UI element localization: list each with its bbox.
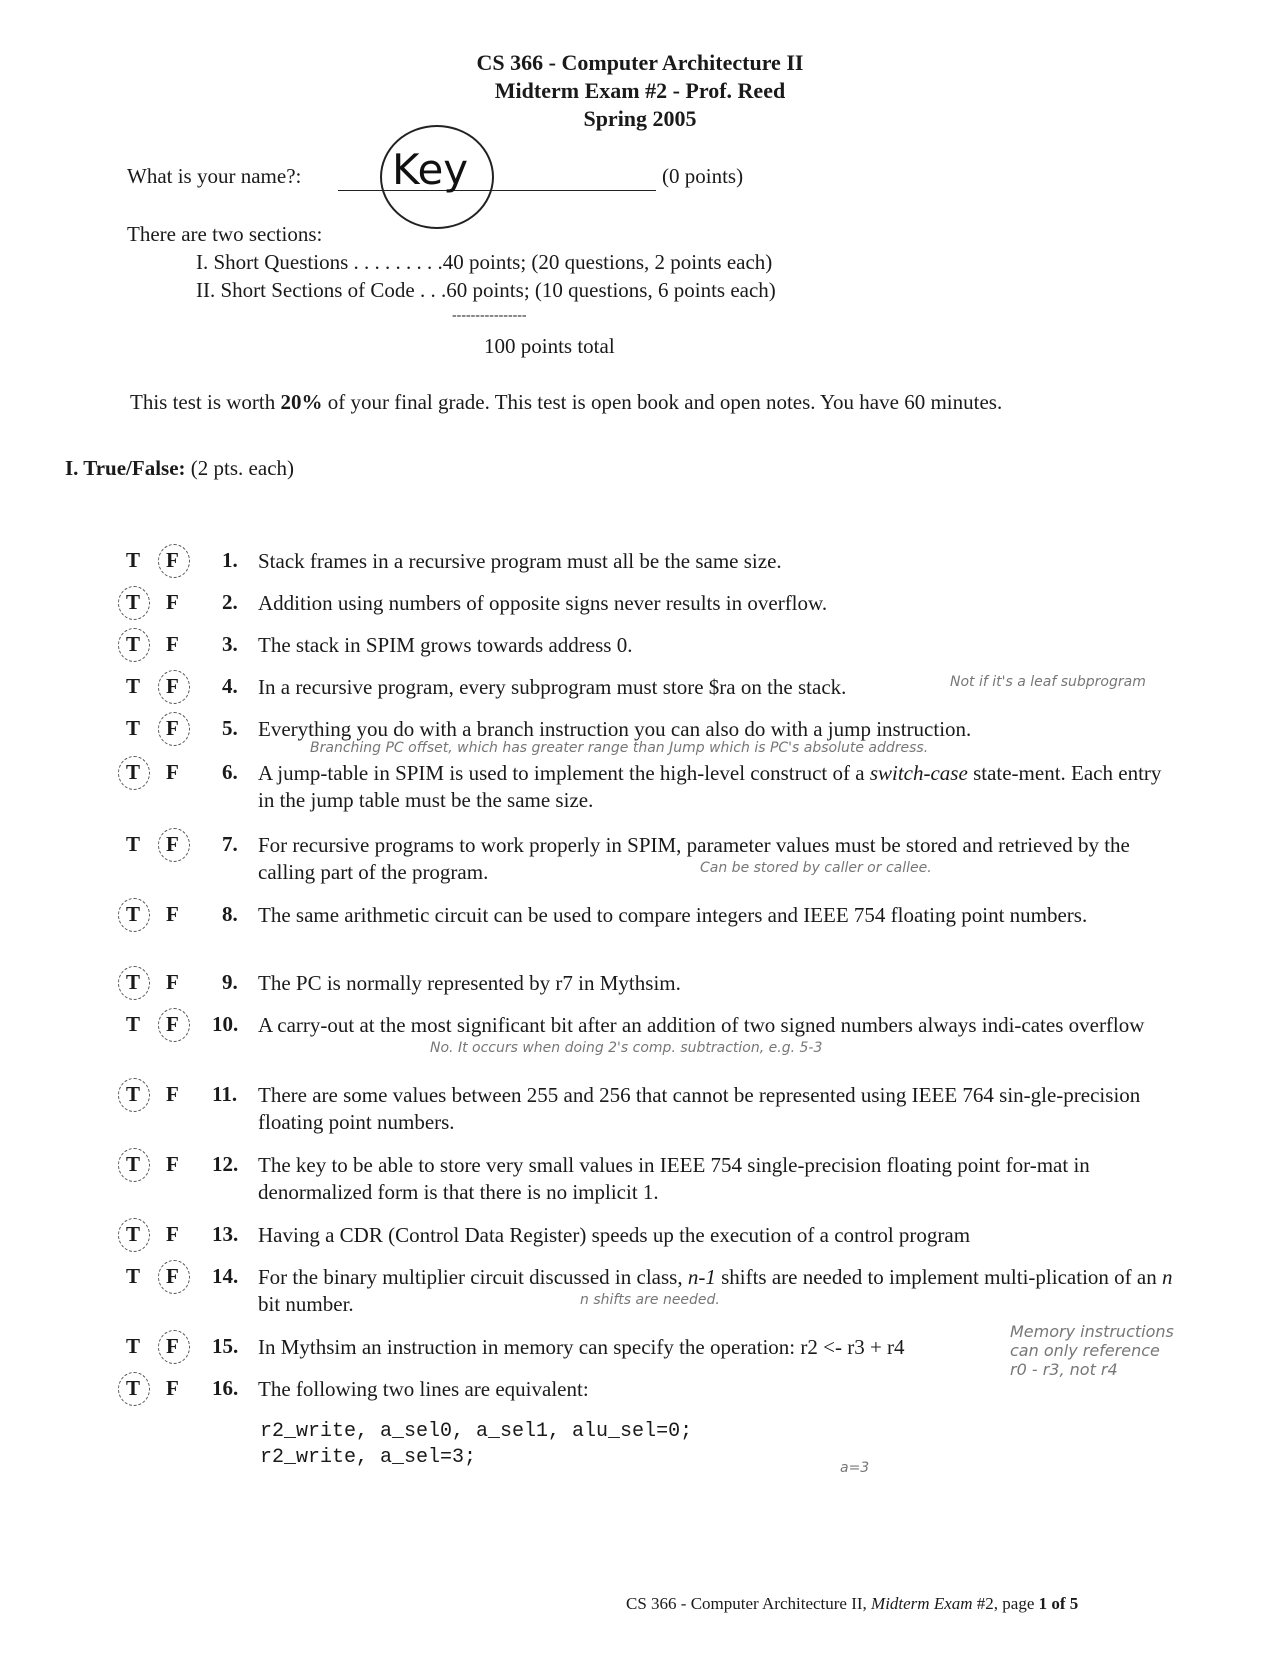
true-option[interactable]: T	[126, 1376, 141, 1400]
question-text: A carry-out at the most significant bit after an addition of two signed numbers always indi-cates overflow	[258, 1013, 1145, 1037]
sections-intro: There are two sections:	[127, 222, 323, 246]
question-number: 9.	[222, 970, 238, 994]
question-text: A jump-table in SPIM is used to implement the high-level construct of a switch-case state-ment. Each entry in the jump table must be the same size.	[258, 761, 1162, 812]
false-option[interactable]: F	[166, 590, 179, 614]
question-number: 7.	[222, 832, 238, 856]
question-number: 14.	[212, 1264, 239, 1288]
handwritten-note: Not if it's a leaf subprogram	[950, 674, 1146, 690]
answer-circle	[118, 898, 150, 932]
false-option[interactable]: F	[166, 1082, 179, 1106]
code-note: a=3	[840, 1460, 870, 1476]
question-number: 6.	[222, 760, 238, 784]
grade-statement: This test is worth 20% of your final grade. This test is open book and open notes. You have 60 minutes.	[130, 390, 1003, 414]
section-2: II. Short Sections of Code . . .60 points; (10 questions, 6 points each)	[196, 278, 776, 302]
true-option[interactable]: T	[126, 1082, 141, 1106]
question-number: 8.	[222, 902, 238, 926]
name-answer: Key	[392, 145, 469, 194]
true-option[interactable]: T	[126, 832, 141, 856]
answer-circle	[118, 966, 150, 1000]
false-option[interactable]: F	[166, 548, 179, 572]
question-text: Addition using numbers of opposite signs never results in overflow.	[258, 591, 828, 615]
question-number: 3.	[222, 632, 238, 656]
answer-circle	[158, 670, 190, 704]
answer-circle	[118, 586, 150, 620]
answer-circle	[118, 628, 150, 662]
answer-circle	[118, 1218, 150, 1252]
true-option[interactable]: T	[126, 674, 141, 698]
part-heading: I. True/False: (2 pts. each)	[65, 456, 295, 480]
false-option[interactable]: F	[166, 760, 179, 784]
handwritten-note: n shifts are needed.	[580, 1292, 720, 1308]
false-option[interactable]: F	[166, 1376, 179, 1400]
false-option[interactable]: F	[166, 1152, 179, 1176]
true-option[interactable]: T	[126, 1264, 141, 1288]
question-number: 10.	[212, 1012, 239, 1036]
false-option[interactable]: F	[166, 1222, 179, 1246]
true-option[interactable]: T	[126, 548, 141, 572]
false-option[interactable]: F	[166, 1334, 179, 1358]
true-option[interactable]: T	[126, 716, 141, 740]
false-option[interactable]: F	[166, 902, 179, 926]
page-footer: CS 366 - Computer Architecture II, Midterm Exam #2, page 1 of 5	[626, 1594, 1079, 1613]
false-option[interactable]: F	[166, 1264, 179, 1288]
question-text: There are some values between 255 and 256 that cannot be represented using IEEE 764 sin-gle-precision floating point numbers.	[258, 1083, 1141, 1134]
question-text: For the binary multiplier circuit discussed in class, n-1 shifts are needed to implement multi-plication of an n bit number.	[258, 1265, 1173, 1316]
handwritten-note: Branching PC offset, which has greater range than Jump which is PC's absolute address.	[310, 740, 929, 756]
total-divider: ----------------	[452, 308, 527, 323]
answer-circle	[118, 1078, 150, 1112]
true-option[interactable]: T	[126, 1012, 141, 1036]
false-option[interactable]: F	[166, 1012, 179, 1036]
answer-circle	[158, 1008, 190, 1042]
true-option[interactable]: T	[126, 1222, 141, 1246]
answer-circle	[158, 1260, 190, 1294]
false-option[interactable]: F	[166, 716, 179, 740]
true-option[interactable]: T	[126, 902, 141, 926]
answer-circle	[158, 1330, 190, 1364]
name-points: (0 points)	[662, 164, 744, 188]
handwritten-note: Can be stored by caller or callee.	[700, 860, 932, 876]
question-text: The stack in SPIM grows towards address 0.	[258, 633, 633, 657]
section-1: I. Short Questions . . . . . . . . .40 points; (20 questions, 2 points each)	[196, 250, 773, 274]
answer-circle	[118, 1148, 150, 1182]
answer-circle	[158, 544, 190, 578]
false-option[interactable]: F	[166, 674, 179, 698]
question-text: The same arithmetic circuit can be used to compare integers and IEEE 754 floating point numbers.	[258, 903, 1088, 927]
name-prompt: What is your name?:	[127, 164, 302, 188]
false-option[interactable]: F	[166, 632, 179, 656]
question-text: Having a CDR (Control Data Register) speeds up the execution of a control program	[258, 1223, 971, 1247]
question-number: 5.	[222, 716, 238, 740]
exam-term: Spring 2005	[583, 106, 697, 131]
answer-circle	[158, 828, 190, 862]
true-option[interactable]: T	[126, 632, 141, 656]
question-text: In Mythsim an instruction in memory can specify the operation: r2 <- r3 + r4	[258, 1335, 905, 1359]
question-number: 12.	[212, 1152, 239, 1176]
question-text: The following two lines are equivalent:	[258, 1377, 589, 1401]
question-text: For recursive programs to work properly in SPIM, parameter values must be stored and retrieved by the calling part of the program.	[258, 833, 1130, 884]
question-text: The key to be able to store very small values in IEEE 754 single-precision floating point for-mat in denormalized form is that there is no implicit 1.	[258, 1153, 1090, 1204]
exam-title: Midterm Exam #2 - Prof. Reed	[494, 78, 786, 103]
question-text: Everything you do with a branch instruction you can also do with a jump instruction.	[258, 717, 972, 741]
true-option[interactable]: T	[126, 590, 141, 614]
question-number: 13.	[212, 1222, 239, 1246]
course-title: CS 366 - Computer Architecture II	[476, 50, 804, 75]
total-points: 100 points total	[484, 334, 615, 358]
question-number: 16.	[212, 1376, 239, 1400]
false-option[interactable]: F	[166, 970, 179, 994]
handwritten-note: Memory instructions can only reference r0 - r3, not r4	[1010, 1322, 1174, 1379]
question-number: 11.	[212, 1082, 238, 1106]
question-text: Stack frames in a recursive program must all be the same size.	[258, 549, 782, 573]
answer-circle	[118, 756, 150, 790]
question-number: 4.	[222, 674, 238, 698]
true-option[interactable]: T	[126, 760, 141, 784]
question-number: 1.	[222, 548, 238, 572]
true-option[interactable]: T	[126, 1334, 141, 1358]
question-number: 15.	[212, 1334, 239, 1358]
question-number: 2.	[222, 590, 238, 614]
code-line-2: r2_write, a_sel=3;	[260, 1446, 477, 1469]
true-option[interactable]: T	[126, 970, 141, 994]
true-option[interactable]: T	[126, 1152, 141, 1176]
answer-circle	[118, 1372, 150, 1406]
code-line-1: r2_write, a_sel0, a_sel1, alu_sel=0;	[260, 1420, 693, 1443]
question-text: The PC is normally represented by r7 in Mythsim.	[258, 971, 681, 995]
handwritten-note: No. It occurs when doing 2's comp. subtraction, e.g. 5-3	[430, 1040, 823, 1056]
false-option[interactable]: F	[166, 832, 179, 856]
answer-circle	[158, 712, 190, 746]
question-text: In a recursive program, every subprogram must store $ra on the stack.	[258, 675, 847, 699]
